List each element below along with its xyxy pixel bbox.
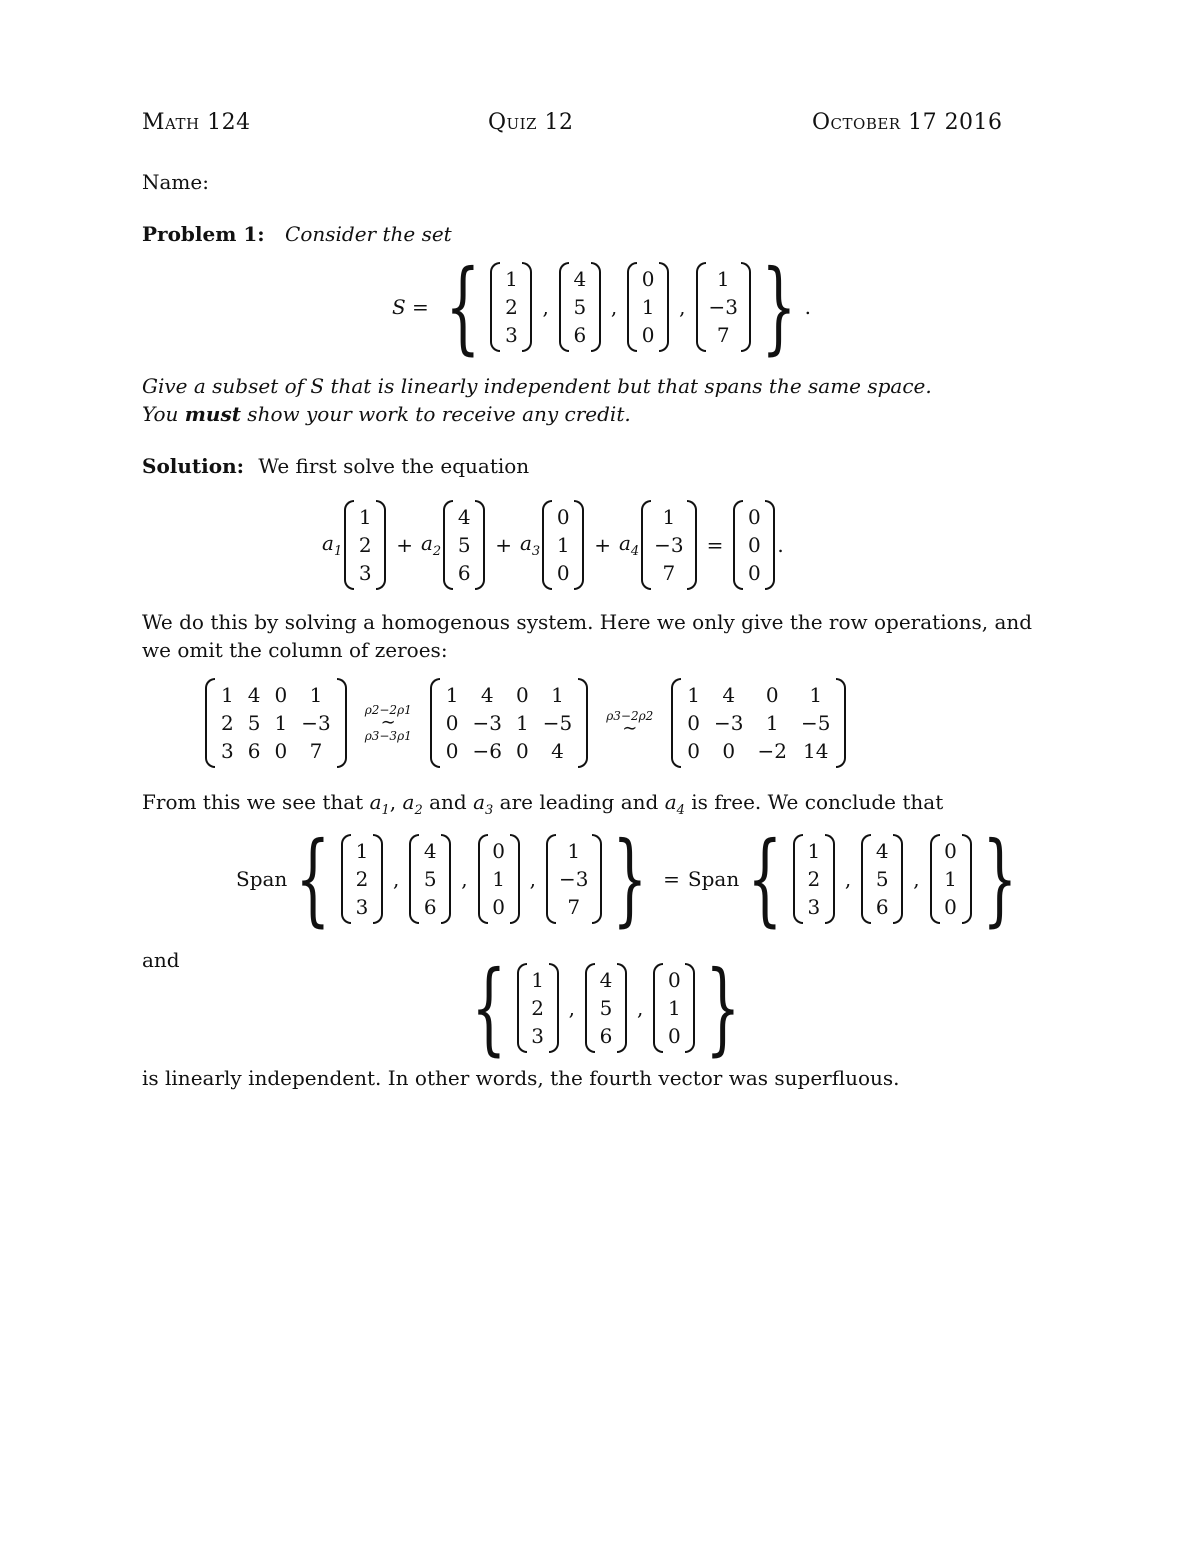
coefficient: $a_1$ xyxy=(322,531,343,559)
vector-entry: 3 xyxy=(505,323,518,347)
column-vector xyxy=(409,834,451,924)
vector-entries xyxy=(453,500,475,590)
left-paren xyxy=(443,500,453,590)
vector-entry: 5 xyxy=(573,295,587,319)
vector-entry: 0 xyxy=(944,839,957,863)
right-paren xyxy=(836,678,846,768)
matrix-entry: 6 xyxy=(247,739,261,763)
column-vector xyxy=(490,262,532,352)
comma: , xyxy=(636,996,644,1020)
column-vector xyxy=(861,834,903,924)
row-op-top: ρ2−2ρ1 xyxy=(364,703,412,717)
coefficient: $a_3$ xyxy=(519,531,541,559)
problem-label: Problem 1: xyxy=(142,222,265,246)
vector-entries xyxy=(706,262,741,352)
vector-entries xyxy=(419,834,441,924)
left-paren xyxy=(341,834,351,924)
set-lhs: S = xyxy=(392,295,429,319)
column-vector xyxy=(443,500,485,590)
matrix-entry: 4 xyxy=(722,683,736,707)
vector-entry: 6 xyxy=(573,323,587,347)
course-title: Math 124 xyxy=(142,110,251,135)
vector-entry: 5 xyxy=(875,867,889,891)
right-brace: } xyxy=(981,820,1017,937)
left-paren xyxy=(490,262,500,352)
matrix-entry: 4 xyxy=(551,739,564,763)
vector-entries xyxy=(488,834,510,924)
zero-vector xyxy=(733,500,775,590)
vector-entry: 2 xyxy=(807,867,821,891)
matrix-entry: 4 xyxy=(480,683,494,707)
question-line-2-post: show your work to receive any credit. xyxy=(240,402,631,426)
left-paren xyxy=(653,963,663,1053)
coefficient: $a_4$ xyxy=(618,531,640,559)
vector-entry: 4 xyxy=(457,505,471,529)
right-paren xyxy=(522,262,532,352)
coefficient: $a_1$ xyxy=(369,790,390,818)
comma: , xyxy=(913,867,920,891)
set-vectors xyxy=(488,262,753,352)
vector-entries xyxy=(351,834,373,924)
equals-sign: = xyxy=(706,533,724,557)
column-vector xyxy=(344,500,386,590)
column-vector xyxy=(546,834,601,924)
vector-entry: 0 xyxy=(667,1024,681,1048)
quiz-date: October 17 2016 xyxy=(812,110,1003,135)
paragraph-1-line-2: we omit the column of zeroes: xyxy=(142,638,448,662)
left-paren xyxy=(696,262,706,352)
matrix-entry: 0 xyxy=(515,683,529,707)
right-paren xyxy=(578,678,588,768)
conclusion: is linearly independent. In other words, the fourth vector was superfluous. xyxy=(142,1066,900,1090)
vector-entry: 6 xyxy=(875,895,889,919)
left-paren xyxy=(627,262,637,352)
vector-entry: 4 xyxy=(599,968,613,992)
comma: , xyxy=(529,867,537,891)
plus-sign: + xyxy=(396,533,413,557)
vector-entry: 3 xyxy=(531,1024,544,1048)
matrix-step-1 xyxy=(430,678,588,768)
coefficient: $a_2$ xyxy=(420,531,442,559)
linear-combination-equation xyxy=(322,500,784,590)
left-paren xyxy=(861,834,871,924)
comma: , xyxy=(610,295,618,319)
row-operation-2 xyxy=(606,709,654,739)
vector-entry: 0 xyxy=(748,533,761,557)
vector-entry: 6 xyxy=(457,561,471,585)
vector-entries xyxy=(595,963,617,1053)
vector-entries xyxy=(500,262,522,352)
vector-entry: 0 xyxy=(556,505,570,529)
left-paren xyxy=(430,678,440,768)
right-paren xyxy=(685,963,695,1053)
vector-entries xyxy=(651,500,686,590)
matrix-entry: 1 xyxy=(515,711,529,735)
vector-entry: 3 xyxy=(807,895,821,919)
right-paren xyxy=(373,834,383,924)
left-brace: { xyxy=(747,820,783,937)
column-vector xyxy=(517,963,559,1053)
matrix-entry: 3 xyxy=(221,739,234,763)
matrix-entry: 0 xyxy=(274,739,288,763)
vector-entry: 0 xyxy=(556,561,570,585)
vector-entry: 1 xyxy=(807,839,821,863)
vector-entry: 4 xyxy=(573,267,587,291)
matrix-entry: 1 xyxy=(687,683,701,707)
right-paren xyxy=(475,500,485,590)
independent-set xyxy=(463,949,749,1066)
vector-entries xyxy=(940,834,962,924)
matrix-entry: 1 xyxy=(551,683,564,707)
vector-entries xyxy=(637,262,659,352)
matrix-echelon xyxy=(671,678,846,768)
vector-entry: 2 xyxy=(355,867,369,891)
left-paren xyxy=(641,500,651,590)
matrix-entry: 1 xyxy=(309,683,323,707)
span-label: Span xyxy=(687,867,740,891)
matrix-entry: −5 xyxy=(800,711,831,735)
vector-entries xyxy=(743,500,765,590)
vector-entry: 3 xyxy=(355,895,369,919)
column-vector xyxy=(341,834,383,924)
matrix-entry: 2 xyxy=(221,711,234,735)
vector-entries xyxy=(803,834,825,924)
solution-intro xyxy=(142,454,529,478)
coefficient: $a_2$ xyxy=(402,790,423,818)
vector-entry: 2 xyxy=(531,996,544,1020)
matrix-original xyxy=(205,678,347,768)
vector-entry: 0 xyxy=(748,505,761,529)
row-op-top: ρ3−2ρ2 xyxy=(606,709,654,723)
right-paren xyxy=(825,834,835,924)
column-vector xyxy=(478,834,520,924)
and-label: and xyxy=(142,948,180,972)
column-vector xyxy=(696,262,751,352)
paragraph-2: From this we see that $a_1$, $a_2$ and $a_3$ are leading and $a_4$ is free. We conclude that xyxy=(142,790,944,818)
right-paren xyxy=(893,834,903,924)
left-brace: { xyxy=(471,949,507,1066)
right-brace: } xyxy=(761,248,797,365)
left-paren xyxy=(559,262,569,352)
question-line-2 xyxy=(142,402,631,426)
column-vector xyxy=(559,262,601,352)
vector-entry: 0 xyxy=(492,895,506,919)
vector-entry: 7 xyxy=(716,323,730,347)
left-paren xyxy=(344,500,354,590)
comma: , xyxy=(461,867,468,891)
right-paren xyxy=(337,678,347,768)
comma: , xyxy=(392,867,400,891)
vector-entry: 1 xyxy=(567,839,581,863)
span-vectors-left xyxy=(339,834,604,924)
right-paren xyxy=(441,834,451,924)
left-brace: { xyxy=(445,248,481,365)
column-vector xyxy=(585,963,627,1053)
vector-entry: 1 xyxy=(944,867,957,891)
vector-entry: 2 xyxy=(358,533,372,557)
column-vector xyxy=(653,963,695,1053)
column-vector xyxy=(641,500,696,590)
vector-entry: 1 xyxy=(505,267,518,291)
comma: , xyxy=(568,996,575,1020)
matrix-entries xyxy=(440,678,578,768)
name-label: Name: xyxy=(142,170,209,194)
vector-entry: 0 xyxy=(641,323,655,347)
matrix-entry: −3 xyxy=(472,711,502,735)
matrix-entry: 0 xyxy=(274,683,288,707)
matrix-entry: 0 xyxy=(515,739,529,763)
matrix-entry: −6 xyxy=(472,739,502,763)
vector-entry: 1 xyxy=(716,267,730,291)
right-paren xyxy=(741,262,751,352)
period: . xyxy=(777,533,784,557)
plus-sign: + xyxy=(495,533,512,557)
quiz-title: Quiz 12 xyxy=(488,110,574,135)
right-paren xyxy=(376,500,386,590)
left-paren xyxy=(517,963,527,1053)
vector-entry: 4 xyxy=(423,839,437,863)
left-paren xyxy=(671,678,681,768)
comma: , xyxy=(542,295,549,319)
right-paren xyxy=(591,262,601,352)
solution-intro-text: We first solve the equation xyxy=(258,454,530,478)
problem-intro: Consider the set xyxy=(285,222,452,246)
vector-entry: 1 xyxy=(641,295,655,319)
right-brace: } xyxy=(705,949,741,1066)
left-paren xyxy=(478,834,488,924)
vector-entry: 1 xyxy=(556,533,570,557)
matrix-entry: 1 xyxy=(765,711,779,735)
right-paren xyxy=(659,262,669,352)
row-operation-1 xyxy=(365,704,412,742)
vector-entries xyxy=(527,963,549,1053)
question-line-1: Give a subset of S that is linearly independent but that spans the same space. xyxy=(142,374,932,398)
vector-entry: 0 xyxy=(492,839,506,863)
vector-entry: −3 xyxy=(654,533,684,557)
plus-sign: + xyxy=(594,533,611,557)
independent-vectors xyxy=(515,963,698,1053)
question-line-2-pre: You xyxy=(142,402,185,426)
matrix-entry: 1 xyxy=(445,683,459,707)
matrix-entry: 0 xyxy=(722,739,736,763)
matrix-entry: 7 xyxy=(309,739,323,763)
vector-entries xyxy=(871,834,893,924)
matrix-entries xyxy=(681,678,836,768)
vector-entry: 3 xyxy=(358,561,372,585)
vector-entry: 1 xyxy=(358,505,372,529)
vector-entries xyxy=(569,262,591,352)
solution-label: Solution: xyxy=(142,454,245,478)
vector-entry: 0 xyxy=(667,968,681,992)
matrix-entry: 4 xyxy=(247,683,261,707)
left-brace: { xyxy=(295,820,331,937)
matrix-entry: 0 xyxy=(445,739,459,763)
vector-entry: 4 xyxy=(875,839,889,863)
vector-entry: 1 xyxy=(667,996,681,1020)
left-paren xyxy=(793,834,803,924)
matrix-entry: −2 xyxy=(757,739,787,763)
matrix-entry: −3 xyxy=(714,711,744,735)
vector-entry: 1 xyxy=(531,968,544,992)
span-equation xyxy=(236,820,1025,937)
vector-entry: 6 xyxy=(599,1024,613,1048)
vector-entry: 5 xyxy=(457,533,471,557)
right-paren xyxy=(574,500,584,590)
vector-entries xyxy=(556,834,591,924)
paragraph-1-line-1: We do this by solving a homogenous system. Here we only give the row operations, and xyxy=(142,610,1033,634)
matrix-entry: 0 xyxy=(687,739,701,763)
vector-entry: 6 xyxy=(423,895,437,919)
row-op-bottom: ρ3−3ρ1 xyxy=(364,729,412,743)
question-emphasis: must xyxy=(184,402,241,426)
vector-entry: 1 xyxy=(492,867,506,891)
vector-entry: 0 xyxy=(748,561,761,585)
column-vector xyxy=(793,834,835,924)
vector-entries xyxy=(354,500,376,590)
left-paren xyxy=(733,500,743,590)
vector-entry: 7 xyxy=(567,895,581,919)
vector-entry: 5 xyxy=(423,867,437,891)
span-vectors-right xyxy=(791,834,974,924)
left-paren xyxy=(205,678,215,768)
set-definition: S = { 1 2 3 , 4 5 6 , 0 1 0 , 1 −3 7 } . xyxy=(392,248,811,365)
left-paren xyxy=(409,834,419,924)
matrix-entry: −5 xyxy=(542,711,573,735)
matrix-entry: 1 xyxy=(274,711,288,735)
vector-entry: 0 xyxy=(944,895,957,919)
matrix-entry: 14 xyxy=(803,739,829,763)
vector-entries xyxy=(552,500,574,590)
vector-entry: −3 xyxy=(708,295,739,319)
right-paren xyxy=(617,963,627,1053)
matrix-entry: 0 xyxy=(687,711,701,735)
coefficient: $a_3$ xyxy=(473,790,494,818)
column-vector xyxy=(542,500,584,590)
comma: , xyxy=(844,867,852,891)
comma: , xyxy=(679,295,686,319)
column-vector xyxy=(627,262,669,352)
vector-entry: 2 xyxy=(505,295,518,319)
left-paren xyxy=(546,834,556,924)
tilde-icon: ∼ xyxy=(622,718,638,739)
row-reduction xyxy=(205,678,846,768)
matrix-entry: 1 xyxy=(221,683,234,707)
matrix-entry: 1 xyxy=(809,683,823,707)
matrix-entry: 5 xyxy=(247,711,261,735)
coefficient: $a_4$ xyxy=(664,790,685,818)
vector-entry: 1 xyxy=(662,505,676,529)
tilde-icon: ∼ xyxy=(380,712,396,733)
right-paren xyxy=(549,963,559,1053)
span-label: Span xyxy=(236,867,288,891)
right-paren xyxy=(510,834,520,924)
left-paren xyxy=(930,834,940,924)
right-paren xyxy=(592,834,602,924)
vector-entry: −3 xyxy=(559,867,589,891)
right-paren xyxy=(962,834,972,924)
matrix-entries xyxy=(215,678,337,768)
right-paren xyxy=(765,500,775,590)
vector-entry: 5 xyxy=(599,996,613,1020)
left-paren xyxy=(542,500,552,590)
equals-sign: = xyxy=(663,867,680,891)
left-paren xyxy=(585,963,595,1053)
vector-entry: 7 xyxy=(662,561,676,585)
vector-entries xyxy=(663,963,685,1053)
column-vector xyxy=(930,834,972,924)
matrix-entry: 0 xyxy=(445,711,459,735)
matrix-entry: −3 xyxy=(301,711,331,735)
right-brace: } xyxy=(611,820,647,937)
right-paren xyxy=(687,500,697,590)
matrix-entry: 0 xyxy=(765,683,779,707)
problem-statement xyxy=(142,222,452,246)
vector-entry: 0 xyxy=(641,267,655,291)
vector-entry: 1 xyxy=(355,839,369,863)
